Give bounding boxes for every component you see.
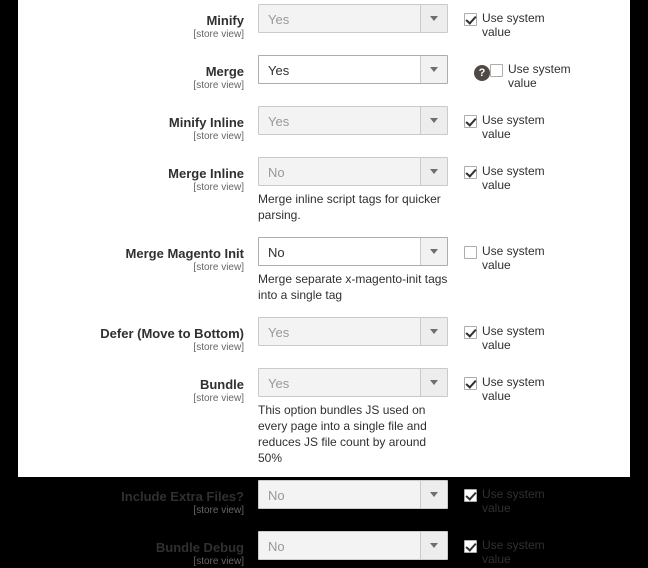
use-system-value-checkbox[interactable]: [464, 246, 477, 259]
use-system-value-label: Use system value: [482, 11, 545, 39]
use-system-value-checkbox[interactable]: [490, 64, 503, 77]
settings-form-panel: [18, 0, 630, 567]
use-system-value-group[interactable]: [464, 244, 564, 272]
field-control: [258, 4, 456, 33]
select-value: No: [268, 488, 285, 503]
field-hint: Merge separate x-magento-init tags into a single tag: [258, 272, 448, 302]
use-system-value-label: Use system value: [482, 538, 545, 566]
field-control: [258, 55, 456, 84]
field-label-scope: [store view]: [193, 80, 244, 91]
field-label-scope: [store view]: [193, 342, 244, 353]
use-system-value-checkbox[interactable]: [464, 326, 477, 339]
use-system-value-group[interactable]: [490, 62, 590, 90]
select-value: No: [268, 165, 285, 180]
use-system-value-group[interactable]: [464, 375, 564, 403]
chevron-down-icon[interactable]: [420, 238, 447, 265]
caret-shape: [430, 169, 438, 174]
select-value: Yes: [268, 325, 290, 340]
use-system-value-label: Use system value: [482, 244, 545, 272]
field-control: [258, 531, 456, 560]
field-control: [258, 237, 456, 303]
settings-field-row: [18, 237, 630, 303]
field-label: [18, 531, 258, 568]
caret-shape: [430, 249, 438, 254]
settings-field-row: [18, 480, 630, 517]
field-label-scope: [store view]: [193, 182, 244, 193]
field-side-controls: [456, 480, 630, 515]
field-label-scope: [store view]: [193, 505, 244, 516]
field-label: [18, 106, 258, 143]
use-system-value-label: Use system value: [482, 375, 545, 403]
chevron-down-icon: [420, 318, 447, 345]
select-merge-magento-init[interactable]: [258, 237, 448, 266]
select-minify-inline: [258, 106, 448, 135]
select-minify: [258, 4, 448, 33]
use-system-value-checkbox[interactable]: [464, 377, 477, 390]
field-label: [18, 317, 258, 354]
use-system-value-group[interactable]: [464, 164, 564, 192]
field-hint: This option bundles JS used on every page into a single file and reduces JS file count by around 50%: [258, 403, 427, 465]
field-label-title: Include Extra Files?: [121, 489, 244, 504]
field-control: [258, 480, 456, 509]
select-bundle: [258, 368, 448, 397]
chevron-down-icon: [420, 481, 447, 508]
caret-shape: [430, 67, 438, 72]
field-label-scope: [store view]: [193, 131, 244, 142]
select-value: Yes: [268, 12, 290, 27]
use-system-value-checkbox[interactable]: [464, 489, 477, 502]
use-system-value-checkbox[interactable]: [464, 166, 477, 179]
chevron-down-icon: [420, 369, 447, 396]
field-side-controls: [456, 157, 630, 192]
field-label: [18, 237, 258, 274]
caret-shape: [430, 329, 438, 334]
settings-field-row: [18, 531, 630, 568]
field-label-title: Bundle: [199, 377, 244, 392]
select-merge[interactable]: [258, 55, 448, 84]
field-control: [258, 157, 456, 223]
settings-field-row: [18, 4, 630, 41]
settings-field-row: [18, 317, 630, 354]
select-merge-inline: [258, 157, 448, 186]
select-include-extra-files: [258, 480, 448, 509]
field-label-scope: [store view]: [193, 262, 244, 273]
settings-field-row: [18, 55, 630, 92]
field-side-controls: [456, 237, 630, 272]
field-label-title: Bundle Debug: [155, 540, 244, 555]
field-label-title: Minify Inline: [168, 115, 244, 130]
chevron-down-icon: [420, 107, 447, 134]
field-label-title: Merge Inline: [168, 166, 244, 181]
use-system-value-checkbox[interactable]: [464, 115, 477, 128]
select-value: No: [268, 539, 285, 554]
field-side-controls: [456, 531, 630, 566]
field-label-title: Defer (Move to Bottom): [100, 326, 244, 341]
field-label-scope: [store view]: [193, 29, 244, 40]
caret-shape: [430, 492, 438, 497]
use-system-value-group[interactable]: [464, 324, 564, 352]
chevron-down-icon[interactable]: [420, 56, 447, 83]
field-control: [258, 368, 456, 466]
select-bundle-debug: [258, 531, 448, 560]
field-side-controls: [456, 317, 630, 352]
settings-field-row: [18, 106, 630, 143]
use-system-value-group[interactable]: [464, 11, 564, 39]
field-side-controls: [456, 4, 630, 39]
settings-field-row: [18, 157, 630, 223]
field-label-title: Merge Magento Init: [125, 246, 244, 261]
select-value: Yes: [268, 63, 290, 78]
use-system-value-label: Use system value: [482, 113, 545, 141]
field-label: [18, 480, 258, 517]
use-system-value-group[interactable]: [464, 113, 564, 141]
use-system-value-label: Use system value: [482, 164, 545, 192]
field-hint: Merge inline script tags for quicker parsing.: [258, 192, 441, 222]
settings-field-list: [18, 0, 630, 568]
field-control: [258, 106, 456, 135]
use-system-value-checkbox[interactable]: [464, 540, 477, 553]
field-label-scope: [store view]: [193, 556, 244, 567]
field-label: [18, 55, 258, 92]
caret-shape: [430, 543, 438, 548]
use-system-value-label: Use system value: [482, 324, 545, 352]
help-icon[interactable]: ?: [474, 65, 490, 81]
chevron-down-icon: [420, 532, 447, 559]
use-system-value-group[interactable]: [464, 538, 564, 566]
caret-shape: [430, 380, 438, 385]
select-value: Yes: [268, 114, 290, 129]
field-side-controls: [456, 55, 630, 90]
field-control: [258, 317, 456, 346]
settings-field-row: [18, 368, 630, 466]
select-value: No: [268, 245, 285, 260]
field-label-title: Minify: [206, 13, 244, 28]
caret-shape: [430, 16, 438, 21]
field-label-title: Merge: [205, 64, 244, 79]
chevron-down-icon: [420, 158, 447, 185]
select-defer-move-to-bottom: [258, 317, 448, 346]
field-side-controls: [456, 106, 630, 141]
use-system-value-group[interactable]: [464, 487, 564, 515]
field-label: [18, 157, 258, 194]
field-label: [18, 368, 258, 405]
use-system-value-label: Use system value: [508, 62, 571, 90]
field-label: [18, 4, 258, 41]
chevron-down-icon: [420, 5, 447, 32]
use-system-value-label: Use system value: [482, 487, 545, 515]
caret-shape: [430, 118, 438, 123]
select-value: Yes: [268, 376, 290, 391]
field-label-scope: [store view]: [193, 393, 244, 404]
use-system-value-checkbox[interactable]: [464, 13, 477, 26]
field-side-controls: [456, 368, 630, 403]
